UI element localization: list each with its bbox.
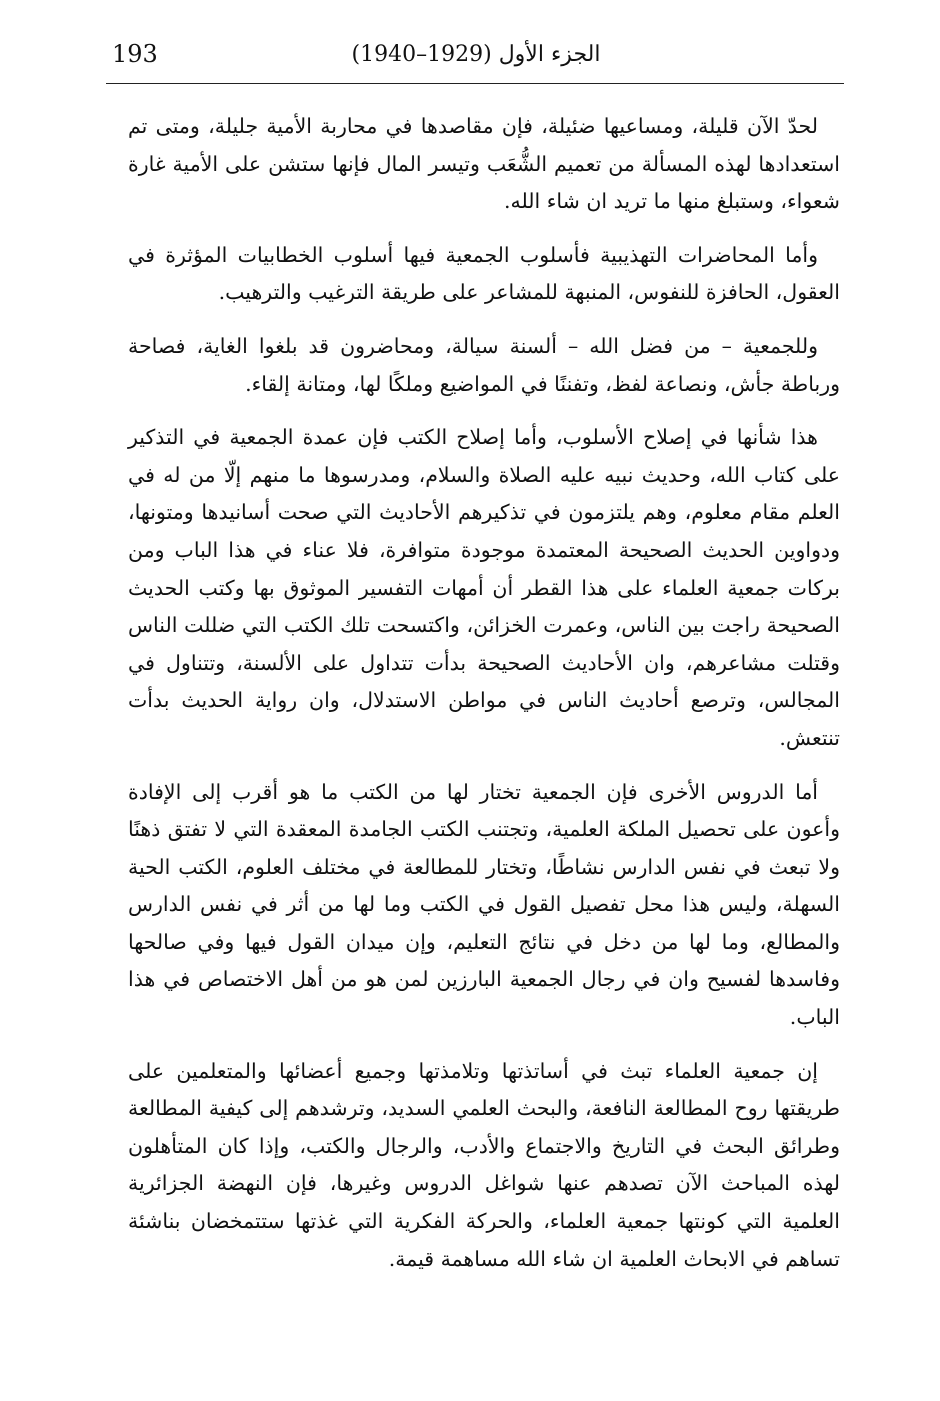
header-rule xyxy=(106,83,844,84)
page-number: 193 xyxy=(112,40,158,68)
running-head: الجزء الأول (1929–1940) xyxy=(351,42,601,67)
paragraph: وأما المحاضرات التهذيبية فأسلوب الجمعية فيها أسلوب الخطابيات المؤثرة في العقول، الحافزة للنفوس، المنبهة للمشاعر على طريقة الترغيب والترهيب. xyxy=(128,242,840,305)
paragraph: هذا شأنها في إصلاح الأسلوب، وأما إصلاح الكتب فإن عمدة الجمعية في التذكير على كتاب الله، وحديث نبيه عليه الصلاة والسلام، ومدرسوها ما منهم إلّا من له في العلم مقام معلوم، وهم يلتزمون في تذكيرهم الأحاديث التي صحت أسانيدها ومتونها، ودواوين الحديث الصحيحة المعتمدة موجودة متوافرة، فلا عناء في هذا الباب ومن بركات جمعية العلماء على هذا القطر أن أمهات التفسير الموثوق بها وكتب الحديث الصحيحة راجت بين الناس، وعمرت الخزائن، واكتسحت تلك الكتب التي ضللت الناس وقتلت مشاعرهم، وان الأحاديث الصحيحة بدأت تتداول على الألسنة، وتتناول في المجالس، وترصع أحاديث الناس في مواطن الاستدلال، وان رواية الحديث بدأت تنتعش. xyxy=(128,425,840,750)
paragraph: وللجمعية – من فضل الله – ألسنة سيالة، ومحاضرون قد بلغوا الغاية، فصاحة ورباطة جأش، ونصاعة لفظ، وتفننًا في المواضيع وملكًا لها، ومتانة إلقاء. xyxy=(128,333,840,396)
paragraph: إن جمعية العلماء تبث في أساتذتها وتلامذتها وجميع أعضائها والمتعلمين على طريقتها روح المطالعة النافعة، والبحث العلمي السديد، وترشدهم إلى كيفية المطالعة وطرائق البحث في التاريخ والاجتماع والأدب، والرجال والكتب، وإذا كان المتأهلون لهذه المباحث الآن تصدهم عنها شواغل الدروس وغيرها، فإن النهضة الجزائرية العلمية التي كونتها جمعية العلماء، والحركة الفكرية التي غذتها ستتمخضان بناشئة تساهم في الابحاث العلمية ان شاء الله مساهمة قيمة. xyxy=(128,1058,840,1271)
paragraph: لحدّ الآن قليلة، ومساعيها ضئيلة، فإن مقاصدها في محاربة الأمية جليلة، ومتى تم استعدادها لهذه المسألة من تعميم الشُّعَب وتيسر المال فإنها ستشن على الأمية غارة شعواء، وستبلغ منها ما تريد ان شاء الله. xyxy=(128,114,840,214)
paragraph: أما الدروس الأخرى فإن الجمعية تختار لها من الكتب ما هو أقرب إلى الإفادة وأعون على تحصيل الملكة العلمية، وتجتنب الكتب الجامدة المعقدة التي لا تفتق ذهنًا ولا تبعث في نفس الدارس نشاطًا، وتختار للمطالعة في مختلف العلوم، الكتب الحية السهلة، وليس هذا محل تفصيل القول في الكتب وما لها من أثر في نفس الدارس والمطالع، وما لها من دخل في نتائج التعليم، وإن ميدان القول فيها وفي صالحها وفاسدها لفسيح وان في رجال الجمعية البارزين لمن هو من أهل الاختصاص في هذا الباب. xyxy=(128,779,840,1030)
body-text xyxy=(128,108,840,1294)
page-header xyxy=(112,38,840,78)
